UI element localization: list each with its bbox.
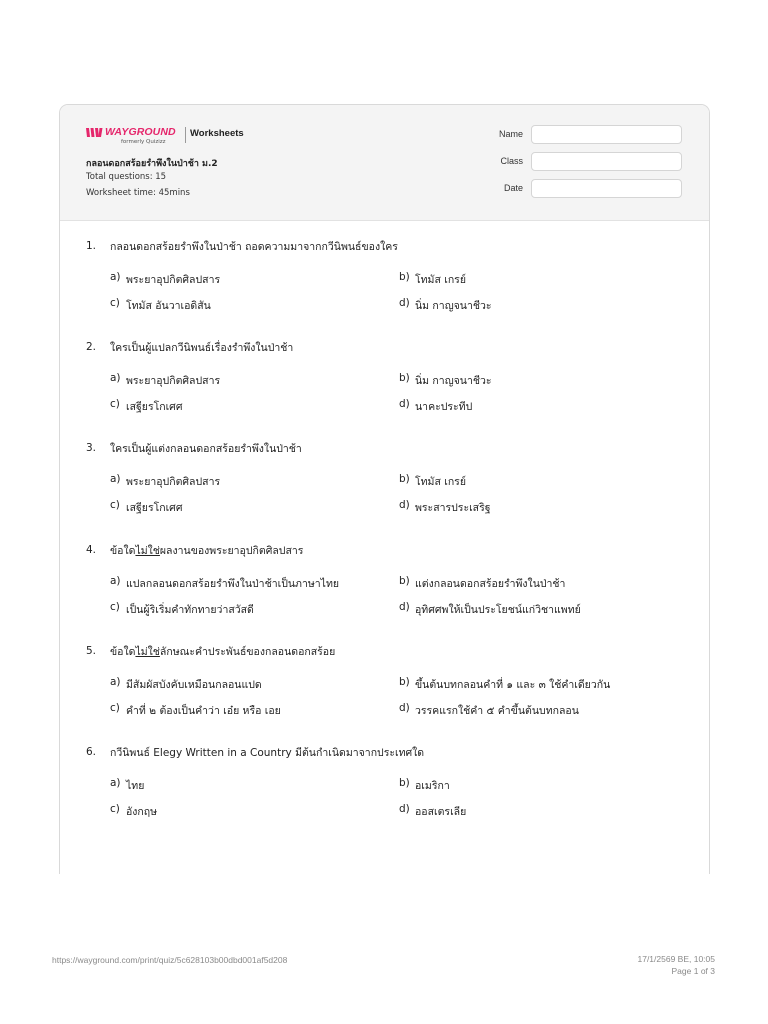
option-letter: b) [399, 473, 410, 485]
option-b [399, 271, 466, 288]
page-number: Page 1 of 3 [671, 966, 715, 976]
option-text: นิ่ม กาญจนาชีวะ [415, 300, 492, 312]
footer-url: https://wayground.com/print/quiz/5c628103b00dbd001af5d208 [52, 955, 288, 965]
option-a [110, 777, 144, 794]
option-letter: c) [110, 398, 120, 410]
option-d [399, 398, 472, 415]
option-c [110, 499, 183, 516]
option-letter: c) [110, 803, 120, 815]
option-letter: a) [110, 473, 121, 485]
option-text: พระยาอุปกิตศิลปสาร [126, 274, 221, 286]
brand-logo [86, 125, 176, 145]
option-letter: b) [399, 271, 410, 283]
option-c [110, 601, 254, 618]
option-text: มีสัมผัสบังคับเหมือนกลอนแปด [126, 679, 262, 691]
question-text: กวีนิพนธ์ Elegy Written in a Country มีต้นกำเนิดมาจากประเทศใด [110, 746, 425, 759]
option-text: เสฐียรโกเศศ [126, 502, 183, 514]
question-text: ข้อใดไม่ใช่ลักษณะคำประพันธ์ของกลอนดอกสร้อย [110, 645, 336, 658]
option-text: อังกฤษ [126, 806, 158, 818]
name-field[interactable] [531, 125, 682, 144]
option-b [399, 473, 466, 490]
option-letter: a) [110, 777, 121, 789]
option-text: ขึ้นต้นบทกลอนคำที่ ๑ และ ๓ ใช้คำเดียวกัน [415, 679, 611, 691]
option-d [399, 803, 466, 820]
question-text: ใครเป็นผู้แต่งกลอนดอกสร้อยรำพึงในป่าช้า [110, 442, 302, 455]
question-text: ใครเป็นผู้แปลกวีนิพนธ์เรื่องรำพึงในป่าช้า [110, 341, 294, 354]
option-letter: a) [110, 676, 121, 688]
option-text: นาคะประทีป [415, 401, 473, 413]
question-number: 4. [86, 544, 97, 556]
footer-meta [637, 953, 715, 977]
class-field[interactable] [531, 152, 682, 171]
option-text: อุทิศศพให้เป็นประโยชน์แก่วิชาแพทย์ [415, 604, 581, 616]
option-text: โทมัส อันวาเอดิสัน [126, 300, 211, 312]
question-number: 5. [86, 645, 97, 657]
footer-datetime: 17/1/2569 BE, 10:05 [637, 954, 715, 964]
option-c [110, 702, 281, 719]
question-4 [86, 542, 686, 616]
question-number: 1. [86, 240, 97, 252]
question-number: 3. [86, 442, 97, 454]
option-letter: b) [399, 575, 410, 587]
option-text: พระยาอุปกิตศิลปสาร [126, 476, 221, 488]
worksheet-sheet [59, 104, 710, 874]
worksheet-time: Worksheet time: 45mins [86, 188, 190, 198]
option-c [110, 803, 157, 820]
logo-wordmark: WAYGROUND [105, 126, 176, 138]
option-letter: d) [399, 601, 410, 613]
option-a [110, 473, 220, 490]
option-text: โทมัส เกรย์ [415, 274, 466, 286]
option-d [399, 297, 492, 314]
option-text: แต่งกลอนดอกสร้อยรำพึงในป่าช้า [415, 578, 566, 590]
question-number: 2. [86, 341, 97, 353]
date-field[interactable] [531, 179, 682, 198]
option-c [110, 398, 183, 415]
option-text: คำที่ ๒ ต้องเป็นคำว่า เอ๋ย หรือ เอย [126, 705, 281, 717]
option-a [110, 372, 220, 389]
option-text: พระสารประเสริฐ [415, 502, 491, 514]
question-3 [86, 440, 686, 514]
question-2 [86, 339, 686, 413]
option-text: อเมริกา [415, 780, 450, 792]
option-letter: c) [110, 601, 120, 613]
option-text: วรรคแรกใช้คำ ๕ คำขึ้นต้นบทกลอน [415, 705, 579, 717]
option-letter: b) [399, 777, 410, 789]
question-6 [86, 744, 686, 818]
option-text: พระยาอุปกิตศิลปสาร [126, 375, 221, 387]
option-letter: b) [399, 676, 410, 688]
date-label: Date [503, 183, 523, 193]
option-a [110, 676, 262, 693]
option-text: เป็นผู้ริเริ่มคำทักทายว่าสวัสดี [126, 604, 254, 616]
option-b [399, 575, 565, 592]
question-1 [86, 238, 686, 312]
product-title: Worksheets [190, 128, 244, 139]
option-letter: d) [399, 803, 410, 815]
option-b [399, 372, 492, 389]
option-text: นิ่ม กาญจนาชีวะ [415, 375, 492, 387]
option-letter: d) [399, 297, 410, 309]
option-letter: d) [399, 499, 410, 511]
option-d [399, 601, 581, 618]
option-text: เสฐียรโกเศศ [126, 401, 183, 413]
option-b [399, 777, 450, 794]
option-letter: d) [399, 702, 410, 714]
question-number: 6. [86, 746, 97, 758]
option-letter: a) [110, 271, 121, 283]
option-text: โทมัส เกรย์ [415, 476, 466, 488]
option-letter: c) [110, 499, 120, 511]
worksheet-header [60, 105, 709, 221]
option-a [110, 271, 220, 288]
option-a [110, 575, 339, 592]
option-c [110, 297, 211, 314]
option-b [399, 676, 610, 693]
question-text: ข้อใดไม่ใช่ผลงานของพระยาอุปกิตศิลปสาร [110, 544, 304, 557]
class-label: Class [500, 156, 523, 166]
worksheet-title: กลอนดอกสร้อยรำพึงในป่าช้า ม.2 [86, 159, 218, 169]
question-text: กลอนดอกสร้อยรำพึงในป่าช้า ถอดความมาจากกวีนิพนธ์ของใคร [110, 240, 398, 253]
option-text: ออสเตรเลีย [415, 806, 467, 818]
logo-subtitle: formerly Quizizz [121, 139, 166, 145]
option-letter: c) [110, 702, 120, 714]
option-letter: a) [110, 575, 121, 587]
option-d [399, 702, 579, 719]
option-letter: d) [399, 398, 410, 410]
option-text: แปลกลอนดอกสร้อยรำพึงในป่าช้าเป็นภาษาไทย [126, 578, 340, 590]
option-text: ไทย [126, 780, 145, 792]
wayground-logo-icon [86, 127, 103, 138]
question-5 [86, 643, 686, 717]
option-d [399, 499, 491, 516]
option-letter: a) [110, 372, 121, 384]
total-questions: Total questions: 15 [86, 172, 167, 182]
option-letter: b) [399, 372, 410, 384]
name-label: Name [498, 129, 523, 139]
brand-divider [185, 127, 186, 143]
option-letter: c) [110, 297, 120, 309]
negation-emphasis: ไม่ใช่ [135, 645, 160, 658]
negation-emphasis: ไม่ใช่ [135, 544, 160, 557]
